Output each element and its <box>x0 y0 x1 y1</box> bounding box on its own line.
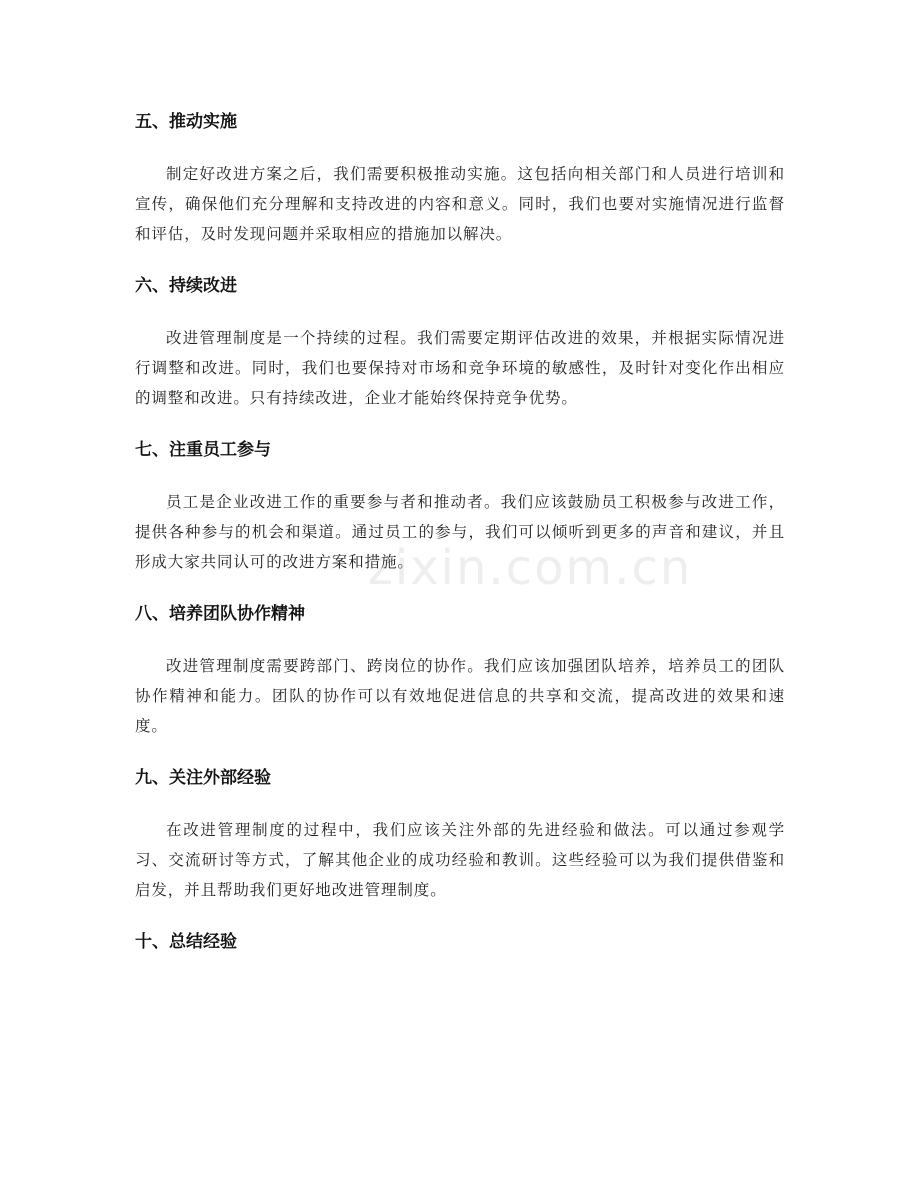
section-summarize-experience <box>135 925 785 959</box>
section-heading: 六、持续改进 <box>135 276 237 296</box>
section-employee-participation <box>135 433 785 577</box>
section-heading: 十、总结经验 <box>135 932 237 952</box>
section-team-collaboration <box>135 597 785 741</box>
watermark: zixin.com.cn <box>367 540 693 596</box>
section-paragraph: 在改进管理制度的过程中，我们应该关注外部的先进经验和做法。可以通过参观学习、交流研讨等方式，了解其他企业的成功经验和教训。这些经验可以为我们提供借鉴和启发，并且帮助我们更好地改进管理制度。 <box>135 821 785 899</box>
document-body <box>135 105 785 979</box>
section-paragraph: 改进管理制度需要跨部门、跨岗位的协作。我们应该加强团队培养，培养员工的团队协作精神和能力。团队的协作可以有效地促进信息的共享和交流，提高改进的效果和速度。 <box>135 657 785 735</box>
section-heading: 五、推动实施 <box>135 112 237 132</box>
section-heading: 七、注重员工参与 <box>135 440 271 460</box>
section-continuous-improvement <box>135 269 785 413</box>
section-promote-implementation <box>135 105 785 249</box>
section-external-experience <box>135 761 785 905</box>
section-heading: 九、关注外部经验 <box>135 768 271 788</box>
section-paragraph: 制定好改进方案之后，我们需要积极推动实施。这包括向相关部门和人员进行培训和宣传，确保他们充分理解和支持改进的内容和意义。同时，我们也要对实施情况进行监督和评估，及时发现问题并采取相应的措施加以解决。 <box>135 165 785 243</box>
section-paragraph: 员工是企业改进工作的重要参与者和推动者。我们应该鼓励员工积极参与改进工作，提供各种参与的机会和渠道。通过员工的参与，我们可以倾听到更多的声音和建议，并且形成大家共同认可的改进方案和措施。 <box>135 493 785 571</box>
section-paragraph: 改进管理制度是一个持续的过程。我们需要定期评估改进的效果，并根据实际情况进行调整和改进。同时，我们也要保持对市场和竞争环境的敏感性，及时针对变化作出相应的调整和改进。只有持续改进，企业才能始终保持竞争优势。 <box>135 329 785 407</box>
section-heading: 八、培养团队协作精神 <box>135 604 305 624</box>
